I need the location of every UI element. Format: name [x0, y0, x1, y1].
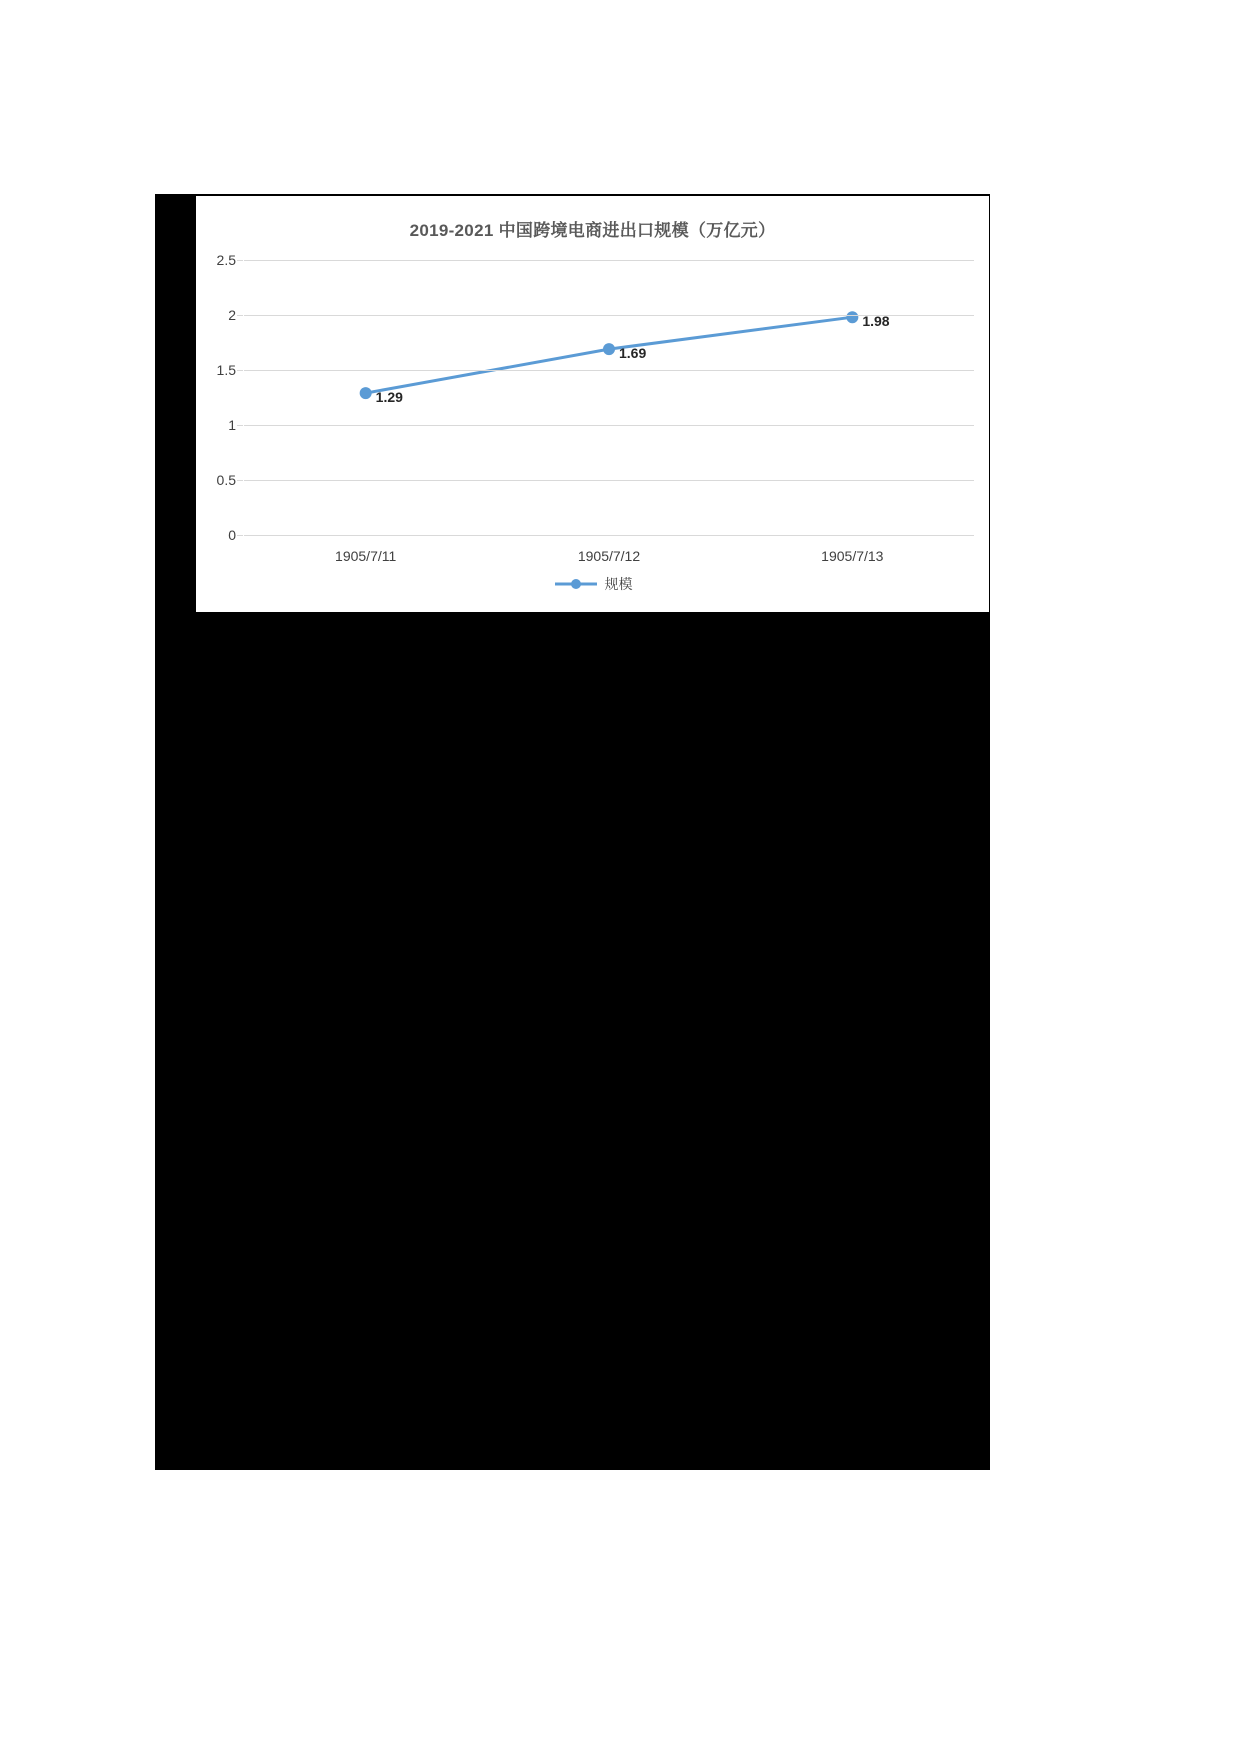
- y-axis-tick-mark: [237, 315, 243, 316]
- x-axis-tick-label: 1905/7/13: [821, 548, 884, 564]
- data-point-label: 1.98: [862, 313, 890, 330]
- legend-label: 规模: [604, 576, 633, 592]
- y-gridline: [244, 480, 974, 481]
- y-axis-tick-label: 0.5: [216, 472, 236, 488]
- plot-area: [216, 252, 974, 564]
- series-line: [366, 317, 853, 393]
- y-gridline: [244, 370, 974, 371]
- chart-legend: [196, 574, 989, 594]
- chart-title: 2019-2021 中国跨境电商进出口规模（万亿元）: [409, 221, 776, 240]
- data-point-label: 1.69: [619, 345, 647, 362]
- y-gridline: [244, 260, 974, 261]
- series-line-layer: [244, 260, 974, 535]
- y-axis-tick-mark: [237, 535, 243, 536]
- x-axis-tick-label: 1905/7/11: [335, 548, 397, 564]
- y-axis-tick-label: 2: [228, 307, 236, 323]
- line-marker-icon: [553, 577, 599, 591]
- data-point-label: 1.29: [375, 389, 403, 406]
- data-point-marker: [603, 343, 615, 355]
- y-axis-tick-label: 0: [228, 527, 236, 543]
- y-axis-tick-label: 2.5: [216, 252, 236, 268]
- y-axis-tick-mark: [237, 480, 243, 481]
- y-axis-tick-mark: [237, 425, 243, 426]
- chart-card: [196, 196, 989, 612]
- y-gridline: [244, 425, 974, 426]
- y-axis-tick-mark: [237, 370, 243, 371]
- y-axis-tick-label: 1: [228, 417, 236, 433]
- data-point-marker: [846, 311, 858, 323]
- y-gridline: [244, 535, 974, 536]
- x-axis-tick-label: 1905/7/12: [577, 548, 641, 564]
- data-point-marker: [360, 387, 372, 399]
- y-axis-tick-mark: [237, 260, 243, 261]
- y-axis-tick-label: 1.5: [216, 362, 236, 378]
